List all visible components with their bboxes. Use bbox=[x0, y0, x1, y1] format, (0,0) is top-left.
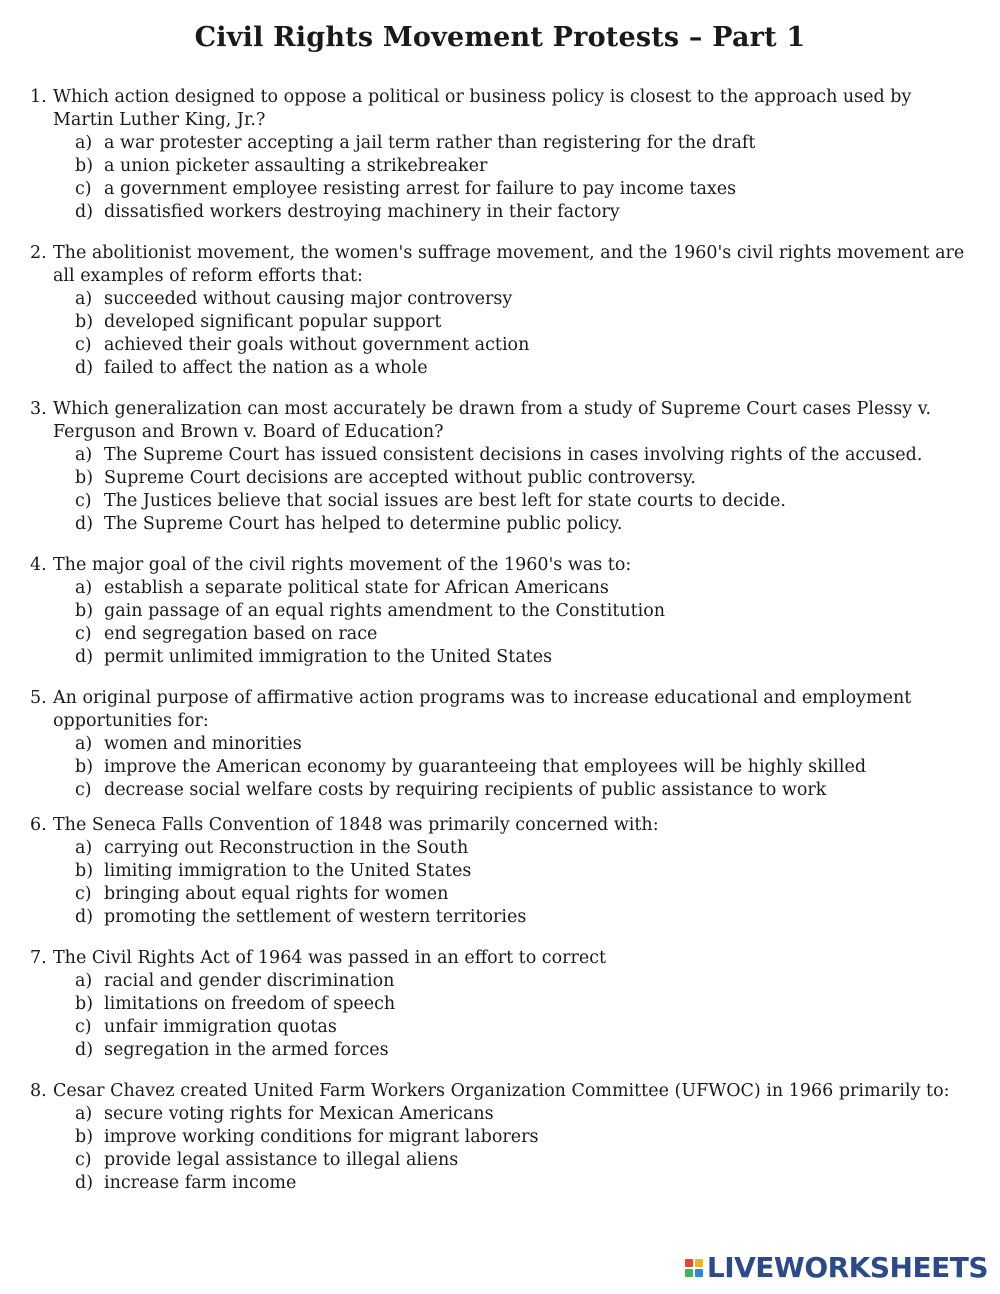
option-letter: d) bbox=[75, 647, 94, 667]
question-text: The Civil Rights Act of 1964 was passed in an effort to correct bbox=[53, 948, 607, 968]
question-text: The Seneca Falls Convention of 1848 was primarily concerned with: bbox=[53, 815, 659, 835]
answer-option[interactable] bbox=[75, 577, 970, 600]
option-text: a union picketer assaulting a strikebreaker bbox=[104, 156, 488, 176]
option-text: establish a separate political state for African Americans bbox=[104, 578, 609, 598]
option-letter: c) bbox=[75, 335, 92, 355]
option-letter: a) bbox=[75, 133, 93, 153]
question-6 bbox=[30, 814, 970, 929]
option-letter: c) bbox=[75, 884, 92, 904]
option-text: a war protester accepting a jail term rather than registering for the draft bbox=[104, 133, 756, 153]
option-letter: c) bbox=[75, 624, 92, 644]
answer-option[interactable] bbox=[75, 155, 970, 178]
logo-text: LIVEWORKSHEETS bbox=[706, 1251, 988, 1284]
answer-option[interactable] bbox=[75, 201, 970, 224]
answer-option[interactable] bbox=[75, 1149, 970, 1172]
option-text: The Justices believe that social issues are best left for state courts to decide. bbox=[104, 491, 786, 511]
option-letter: d) bbox=[75, 1040, 94, 1060]
question-1 bbox=[30, 86, 970, 224]
option-letter: a) bbox=[75, 578, 93, 598]
option-letter: a) bbox=[75, 734, 93, 754]
answer-option[interactable] bbox=[75, 288, 970, 311]
logo-mark-square bbox=[695, 1269, 703, 1277]
question-text: An original purpose of affirmative action programs was to increase educational and employment opportunities for: bbox=[53, 688, 912, 731]
answer-option[interactable] bbox=[75, 600, 970, 623]
answer-option[interactable] bbox=[75, 733, 970, 756]
answer-option[interactable] bbox=[75, 178, 970, 201]
option-letter: b) bbox=[75, 312, 94, 332]
option-text: provide legal assistance to illegal aliens bbox=[104, 1150, 459, 1170]
option-text: decrease social welfare costs by requiring recipients of public assistance to work bbox=[104, 780, 827, 800]
option-text: unfair immigration quotas bbox=[104, 1017, 337, 1037]
option-letter: a) bbox=[75, 445, 93, 465]
option-letter: d) bbox=[75, 358, 94, 378]
question-number: 2. bbox=[30, 243, 47, 263]
answer-options bbox=[53, 970, 970, 1062]
logo-mark-square bbox=[685, 1259, 693, 1267]
question-number: 3. bbox=[30, 399, 47, 419]
answer-option[interactable] bbox=[75, 993, 970, 1016]
option-text: failed to affect the nation as a whole bbox=[104, 358, 428, 378]
question-text: Which action designed to oppose a political or business policy is closest to the approach used by Martin Luther King, Jr.? bbox=[53, 87, 912, 130]
question-7 bbox=[30, 947, 970, 1062]
option-letter: b) bbox=[75, 601, 94, 621]
option-letter: b) bbox=[75, 994, 94, 1014]
question-number: 1. bbox=[30, 87, 47, 107]
option-text: segregation in the armed forces bbox=[104, 1040, 389, 1060]
question-text: The major goal of the civil rights movement of the 1960's was to: bbox=[53, 555, 632, 575]
option-text: achieved their goals without government action bbox=[104, 335, 530, 355]
answer-option[interactable] bbox=[75, 1016, 970, 1039]
logo-mark-square bbox=[685, 1269, 693, 1277]
option-text: developed significant popular support bbox=[104, 312, 442, 332]
option-letter: a) bbox=[75, 1104, 93, 1124]
answer-option[interactable] bbox=[75, 357, 970, 380]
option-letter: d) bbox=[75, 1173, 94, 1193]
answer-option[interactable] bbox=[75, 970, 970, 993]
logo-mark-square bbox=[695, 1259, 703, 1267]
question-2 bbox=[30, 242, 970, 380]
option-letter: b) bbox=[75, 861, 94, 881]
question-3 bbox=[30, 398, 970, 536]
option-text: limiting immigration to the United States bbox=[104, 861, 472, 881]
question-4 bbox=[30, 554, 970, 669]
option-text: bringing about equal rights for women bbox=[104, 884, 449, 904]
option-text: permit unlimited immigration to the United States bbox=[104, 647, 553, 667]
option-letter: d) bbox=[75, 907, 94, 927]
option-letter: a) bbox=[75, 289, 93, 309]
answer-options bbox=[53, 1103, 970, 1195]
answer-options bbox=[53, 444, 970, 536]
option-text: women and minorities bbox=[104, 734, 302, 754]
question-number: 7. bbox=[30, 948, 47, 968]
answer-options bbox=[53, 132, 970, 224]
answer-option[interactable] bbox=[75, 883, 970, 906]
option-letter: c) bbox=[75, 1150, 92, 1170]
answer-option[interactable] bbox=[75, 311, 970, 334]
answer-option[interactable] bbox=[75, 1172, 970, 1195]
answer-options bbox=[53, 837, 970, 929]
answer-option[interactable] bbox=[75, 513, 970, 536]
answer-option[interactable] bbox=[75, 906, 970, 929]
answer-option[interactable] bbox=[75, 467, 970, 490]
option-letter: c) bbox=[75, 1017, 92, 1037]
option-text: end segregation based on race bbox=[104, 624, 378, 644]
logo-mark-icon bbox=[685, 1259, 703, 1277]
option-text: gain passage of an equal rights amendment to the Constitution bbox=[104, 601, 666, 621]
option-text: improve the American economy by guaranteeing that employees will be highly skilled bbox=[104, 757, 867, 777]
answer-option[interactable] bbox=[75, 623, 970, 646]
option-text: The Supreme Court has issued consistent decisions in cases involving rights of the accused. bbox=[104, 445, 923, 465]
answer-option[interactable] bbox=[75, 444, 970, 467]
option-letter: c) bbox=[75, 780, 92, 800]
answer-option[interactable] bbox=[75, 646, 970, 669]
option-letter: b) bbox=[75, 757, 94, 777]
answer-options bbox=[53, 577, 970, 669]
answer-option[interactable] bbox=[75, 837, 970, 860]
liveworksheets-logo bbox=[685, 1251, 988, 1284]
answer-option[interactable] bbox=[75, 334, 970, 357]
answer-option[interactable] bbox=[75, 779, 970, 802]
option-text: The Supreme Court has helped to determine public policy. bbox=[104, 514, 623, 534]
question-number: 8. bbox=[30, 1081, 47, 1101]
answer-option[interactable] bbox=[75, 1103, 970, 1126]
option-text: carrying out Reconstruction in the South bbox=[104, 838, 469, 858]
question-number: 6. bbox=[30, 815, 47, 835]
question-number: 4. bbox=[30, 555, 47, 575]
option-letter: a) bbox=[75, 838, 93, 858]
question-5 bbox=[30, 687, 970, 802]
option-letter: d) bbox=[75, 514, 94, 534]
option-text: a government employee resisting arrest for failure to pay income taxes bbox=[104, 179, 737, 199]
option-text: promoting the settlement of western territories bbox=[104, 907, 527, 927]
question-text: The abolitionist movement, the women's suffrage movement, and the 1960's civil rights movement are all examples of reform efforts that: bbox=[53, 243, 965, 286]
option-text: secure voting rights for Mexican Americans bbox=[104, 1104, 494, 1124]
option-letter: c) bbox=[75, 179, 92, 199]
question-text: Cesar Chavez created United Farm Workers Organization Committee (UFWOC) in 1966 primarily to: bbox=[53, 1081, 950, 1101]
answer-option[interactable] bbox=[75, 860, 970, 883]
answer-options bbox=[53, 288, 970, 380]
option-text: racial and gender discrimination bbox=[104, 971, 395, 991]
question-number: 5. bbox=[30, 688, 47, 708]
option-letter: b) bbox=[75, 156, 94, 176]
question-list bbox=[30, 86, 970, 1213]
page-title: Civil Rights Movement Protests – Part 1 bbox=[194, 22, 806, 53]
answer-options bbox=[53, 733, 970, 802]
option-text: succeeded without causing major controversy bbox=[104, 289, 513, 309]
option-letter: c) bbox=[75, 491, 92, 511]
option-text: increase farm income bbox=[104, 1173, 297, 1193]
option-text: improve working conditions for migrant laborers bbox=[104, 1127, 539, 1147]
option-letter: b) bbox=[75, 1127, 94, 1147]
option-text: Supreme Court decisions are accepted without public controversy. bbox=[104, 468, 696, 488]
option-letter: b) bbox=[75, 468, 94, 488]
option-letter: a) bbox=[75, 971, 93, 991]
answer-option[interactable] bbox=[75, 132, 970, 155]
question-text: Which generalization can most accurately be drawn from a study of Supreme Court cases Plessy v. Ferguson and Brown v. Board of Education? bbox=[53, 399, 932, 442]
answer-option[interactable] bbox=[75, 756, 970, 779]
option-letter: d) bbox=[75, 202, 94, 222]
answer-option[interactable] bbox=[75, 1126, 970, 1149]
answer-option[interactable] bbox=[75, 490, 970, 513]
option-text: dissatisfied workers destroying machinery in their factory bbox=[104, 202, 620, 222]
option-text: limitations on freedom of speech bbox=[104, 994, 396, 1014]
answer-option[interactable] bbox=[75, 1039, 970, 1062]
question-8 bbox=[30, 1080, 970, 1195]
